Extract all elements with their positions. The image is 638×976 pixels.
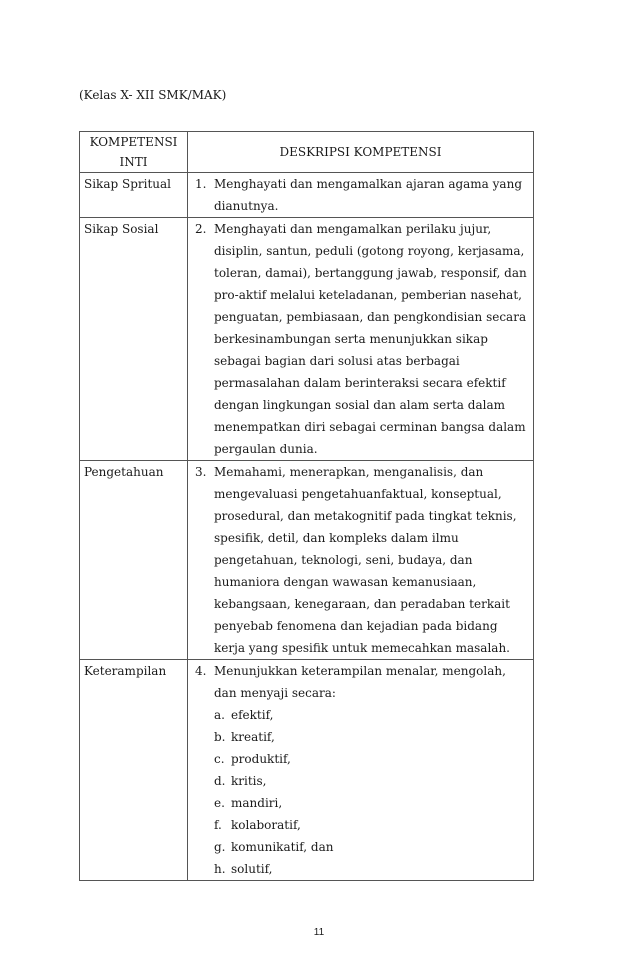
sub-item: d. kritis, [214, 774, 267, 788]
sub-item: c. produktif, [214, 752, 291, 766]
row-description [188, 173, 534, 218]
row-label: Sikap Spritual [80, 173, 188, 218]
row-label: Pengetahuan [80, 461, 188, 660]
item-text: Memahami, menerapkan, menganalisis, dan mengevaluasi pengetahuanfaktual, konseptual, prosedural, dan metakognitif pada tingkat teknis, spesifik, detil, dan kompleks dalam ilmu pengetahuan, teknologi, seni, budaya, dan humaniora dengan wawasan kemanusiaan, kebangsaan, kenegaraan, dan peradaban terkait penyebab fenomena dan kejadian pada bidang kerja yang spesifik untuk memecahkan masalah. [214, 465, 517, 655]
table-header-row [80, 132, 534, 173]
row-label: Sikap Sosial [80, 218, 188, 461]
sub-item: b. kreatif, [214, 730, 275, 744]
item-number: 4. [195, 664, 207, 678]
row-description [188, 218, 534, 461]
table-row [80, 173, 534, 218]
item-number: 2. [195, 222, 207, 236]
sub-item: h. solutif, [214, 862, 273, 876]
sub-item: e. mandiri, [214, 796, 283, 810]
row-description [188, 461, 534, 660]
sub-item: f. kolaboratif, [214, 818, 301, 832]
item-text: Menghayati dan mengamalkan perilaku jujur, disiplin, santun, peduli (gotong royong, kerjasama, toleran, damai), bertanggung jawab, responsif, dan pro-aktif melalui keteladanan, pemberian nasehat, penguatan, pembiasaan, dan pengkondisian secara berkesinambungan serta menunjukkan sikap sebagai bagian dari solusi atas berbagai permasalahan dalam berinteraksi secara efektif dengan lingkungan sosial dan alam serta dalam menempatkan diri sebagai cerminan bangsa dalam pergaulan dunia. [214, 222, 527, 456]
page-number: 11 [313, 927, 325, 938]
table-row [80, 461, 534, 660]
document-caption: (Kelas X- XII SMK/MAK) [79, 88, 227, 102]
row-description [188, 660, 534, 881]
row-label: Keterampilan [80, 660, 188, 881]
table-row [80, 218, 534, 461]
item-number: 1. [195, 177, 207, 191]
item-text: Menunjukkan keterampilan menalar, mengolah, dan menyaji secara: [214, 664, 506, 700]
header-deskripsi-kompetensi: DESKRIPSI KOMPETENSI [188, 132, 534, 173]
sub-item: g. komunikatif, dan [214, 840, 334, 854]
header-kompetensi-inti: KOMPETENSI INTI [80, 132, 188, 173]
table-row [80, 660, 534, 881]
competency-table [79, 131, 534, 881]
item-text: Menghayati dan mengamalkan ajaran agama yang dianutnya. [214, 177, 522, 213]
sub-item: a. efektif, [214, 708, 274, 722]
item-number: 3. [195, 465, 207, 479]
